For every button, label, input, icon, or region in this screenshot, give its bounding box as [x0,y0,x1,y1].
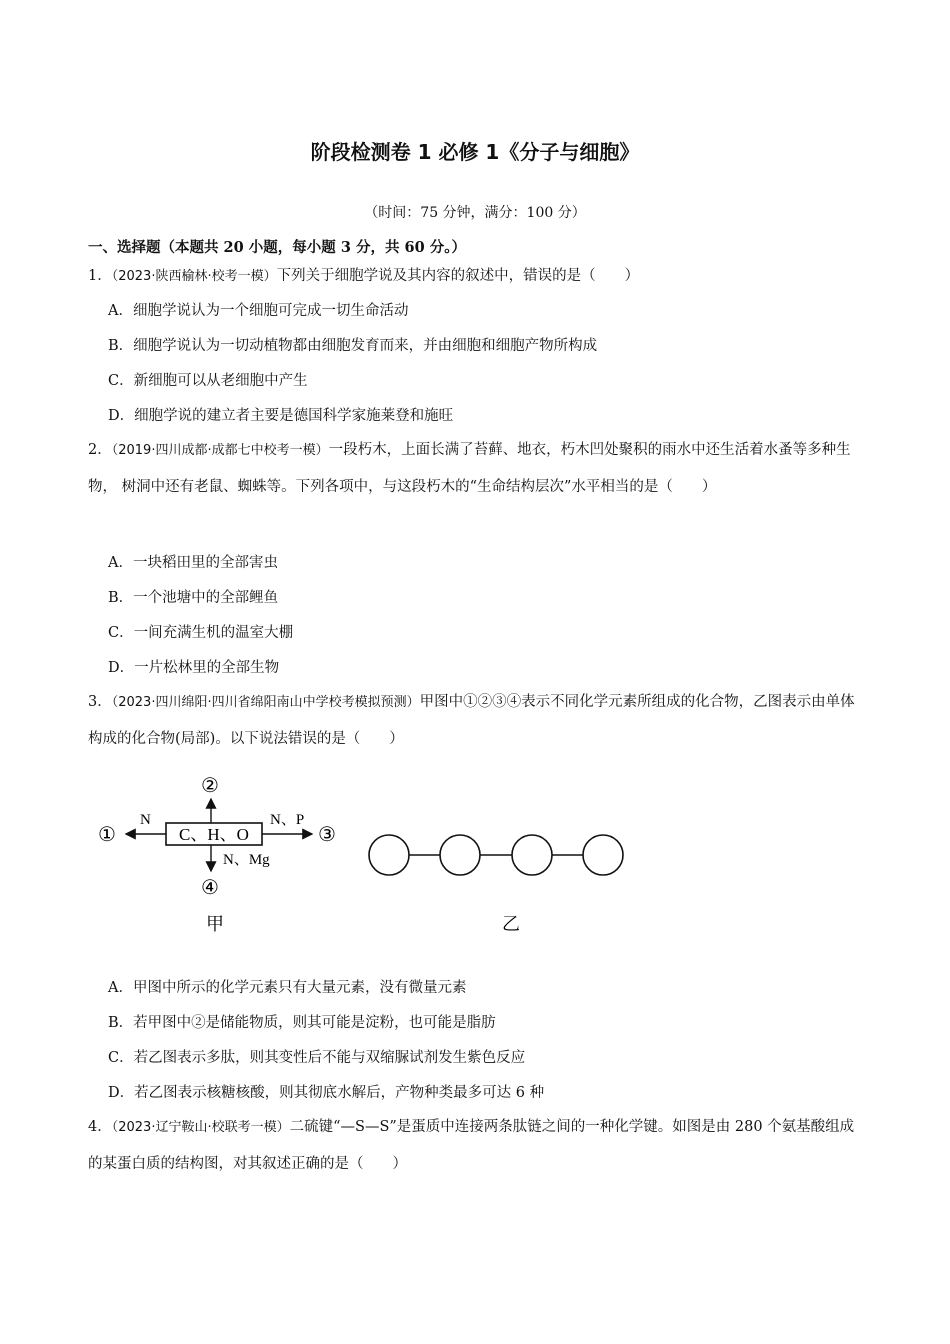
question-source: （2019·四川成都·成都七中校考一模） [111,443,329,458]
question-1-stem: 1．（2023·陕西榆林·校考一模）下列关于细胞学说及其内容的叙述中，错误的是（ ） [88,268,640,284]
question-4-stem: 4．（2023·辽宁鞍山·校联考一模）二硫键“—S—S”是蛋质中连接两条肽链之间的一种化学键。如图是由 280 个氨基酸组成的某蛋白质的结构图，对其叙述正确的是（ ） [88,1119,855,1172]
question-1-option-b: B．细胞学说认为一切动植物都由细胞发育而来，并由细胞和细胞产物所构成 [108,338,598,354]
arrow-right-label: N、P [270,812,305,828]
question-3-option-c: C．若乙图表示多肽，则其变性后不能与双缩脲试剂发生紫色反应 [108,1050,526,1066]
question-2-option-d: D．一片松林里的全部生物 [108,660,280,676]
monomer-circle [583,835,623,875]
question-3-option-a: A．甲图中所示的化学元素只有大量元素，没有微量元素 [108,980,467,996]
monomer-circle [369,835,409,875]
question-2-option-a: A．一块稻田里的全部害虫 [108,555,278,571]
figure-caption-jia: 甲 [206,914,224,934]
question-2-stem: 2．（2019·四川成都·成都七中校考一模）一段朽木，上面长满了苔藓、地衣，朽木凹处聚积的雨水中还生活着水蚤等多种生物， 树洞中还有老鼠、蜘蛛等。下列各项中，与这段朽木的“生命结构层次”水平相当的是（ ） [88,442,851,495]
node-1: ① [98,824,116,846]
question-3-figure [90,766,650,946]
question-3-option-b: B．若甲图中②是储能物质，则其可能是淀粉，也可能是脂肪 [108,1015,496,1031]
question-3-stem: 3．（2023·四川绵阳·四川省绵阳南山中学校考模拟预测）甲图中①②③④表示不同化学元素所组成的化合物，乙图表示由单体构成的化合物(局部)。以下说法错误的是（ ） [88,694,855,747]
node-4: ④ [201,877,219,899]
page-title: 阶段检测卷 1 必修 1《分子与细胞》 [310,140,640,164]
node-3: ③ [318,824,336,846]
question-source: （2023·四川绵阳·四川省绵阳南山中学校考模拟预测） [111,695,420,710]
monomer-circle [440,835,480,875]
section-heading: 一、选择题（本题共 20 小题，每小题 3 分，共 60 分。） [88,239,466,256]
question-1-option-d: D．细胞学说的建立者主要是德国科学家施莱登和施旺 [108,408,454,424]
arrow-down-label: N、Mg [223,852,270,868]
question-1-option-c: C．新细胞可以从老细胞中产生 [108,373,308,389]
question-2-option-b: B．一个池塘中的全部鲤鱼 [108,590,279,606]
node-2: ② [201,775,219,797]
question-source: （2023·辽宁鞍山·校联考一模） [111,1120,290,1135]
monomer-circle [512,835,552,875]
question-2-option-c: C．一间充满生机的温室大棚 [108,625,294,641]
question-3-option-d: D．若乙图表示核糖核酸，则其彻底水解后，产物种类最多可达 6 种 [108,1085,545,1101]
question-1-option-a: A．细胞学说认为一个细胞可完成一切生命活动 [108,303,409,319]
arrow-left-label: N [140,812,151,828]
exam-info: （时间：75 分钟，满分：100 分） [364,205,586,221]
question-source: （2023·陕西榆林·校考一模） [111,269,277,284]
figure-caption-yi: 乙 [502,914,520,934]
element-box-label: C、H、O [179,825,249,844]
